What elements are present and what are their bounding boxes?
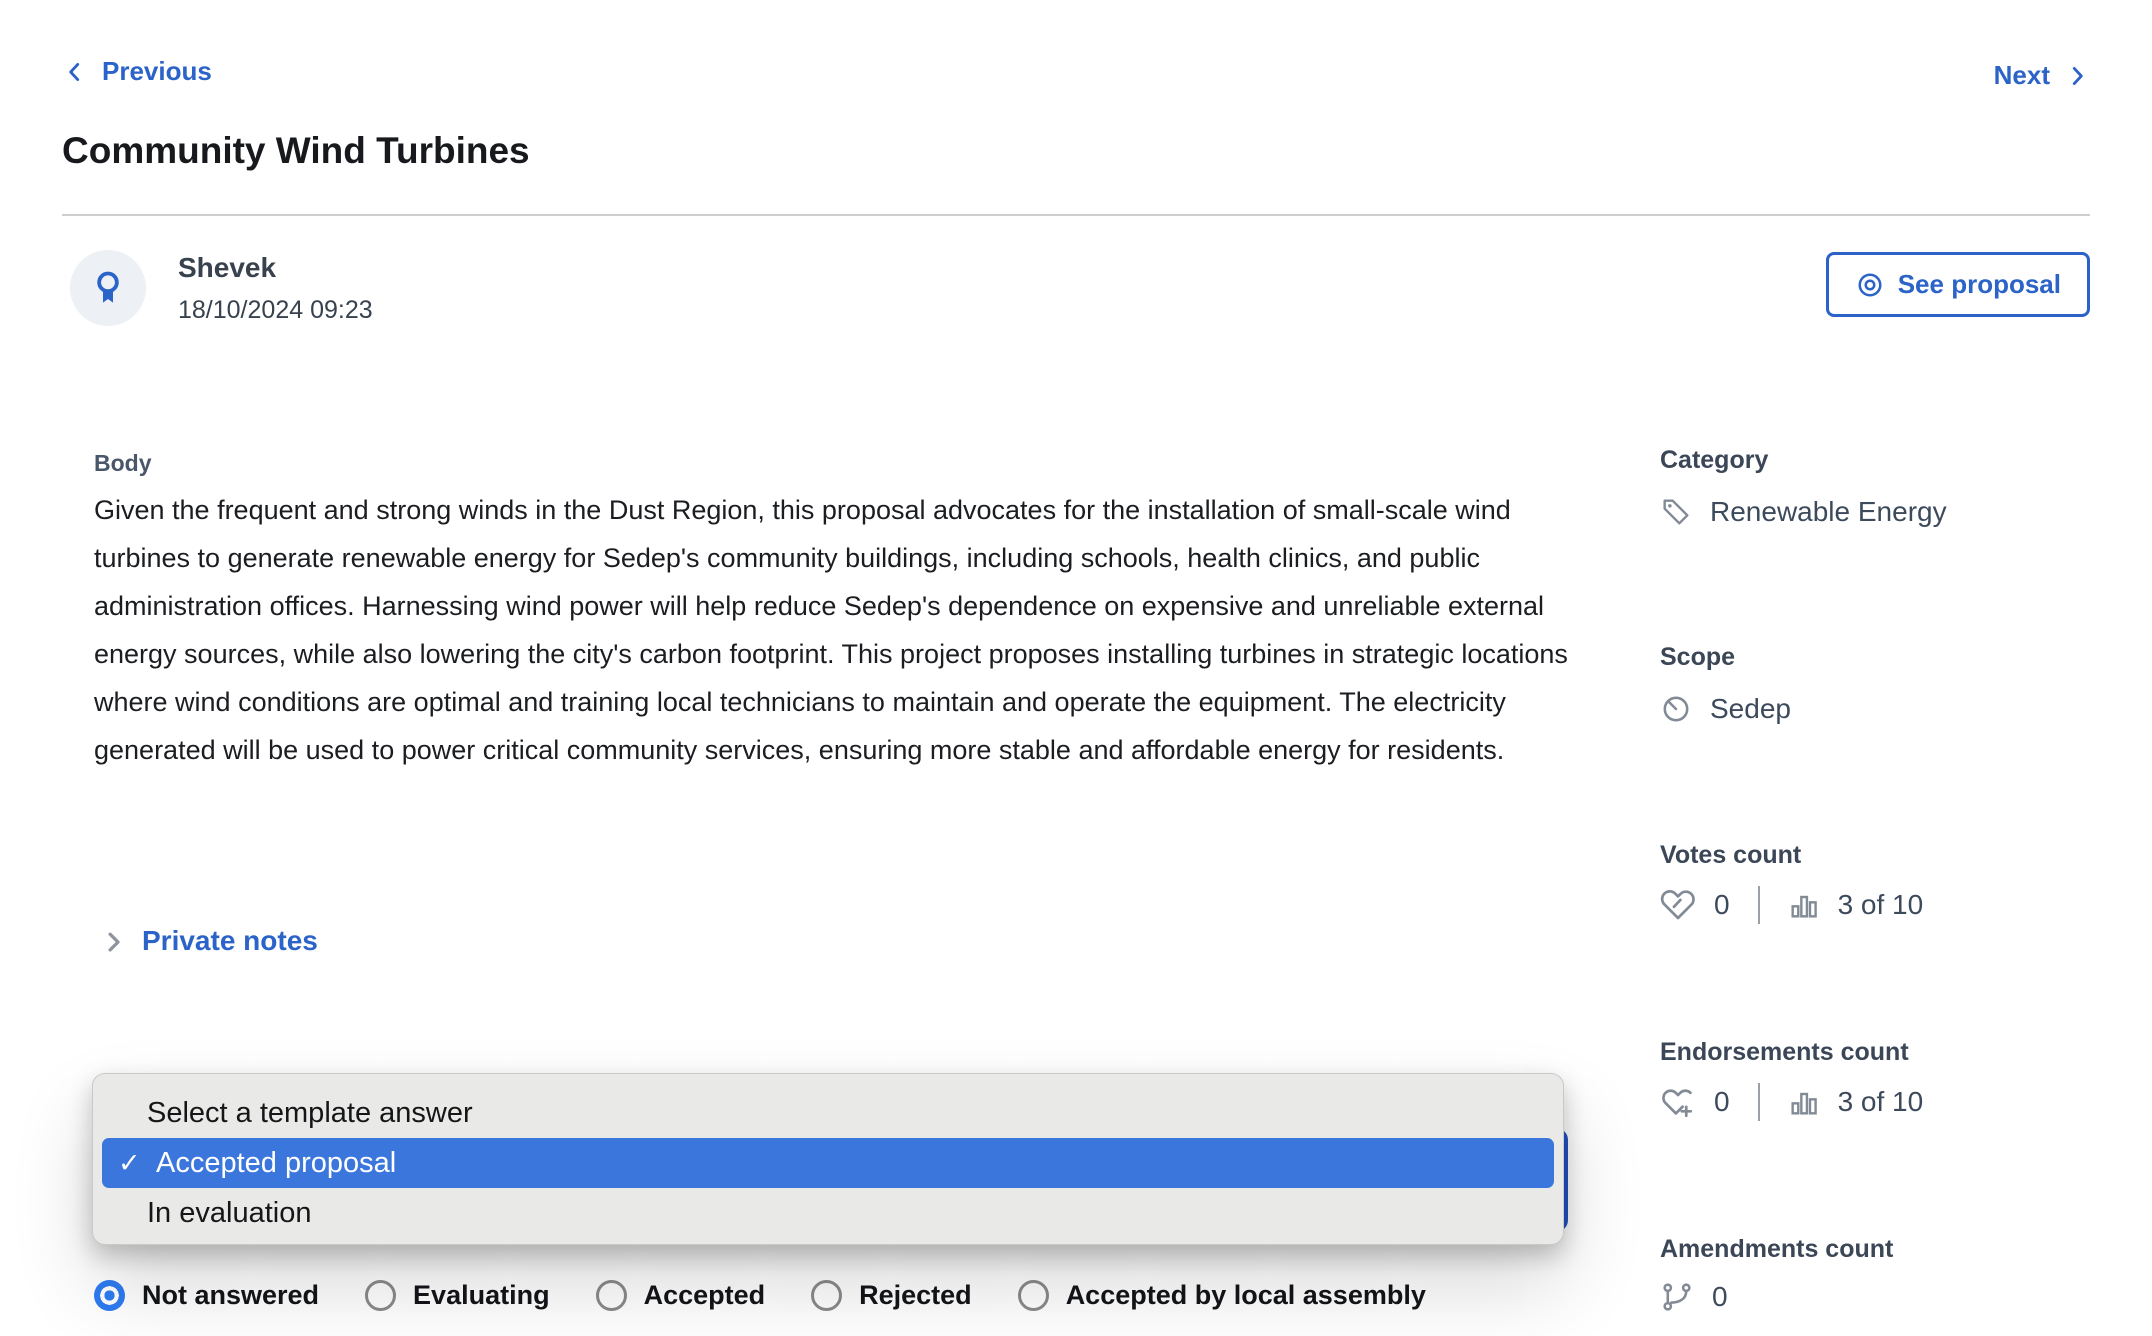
- radio-label: Evaluating: [413, 1280, 550, 1310]
- popup-option-accepted-proposal[interactable]: [102, 1138, 1554, 1188]
- amendments-count-row: [1660, 1280, 1728, 1314]
- radio-button-icon[interactable]: [596, 1280, 627, 1311]
- votes-count-row: [1660, 886, 1923, 924]
- votes-progress: 3 of 10: [1837, 889, 1924, 920]
- bar-chart-icon: [1788, 1086, 1820, 1118]
- previous-link[interactable]: [62, 56, 212, 87]
- template-answer-popup: [92, 1073, 1564, 1245]
- radio-rejected[interactable]: [811, 1280, 972, 1311]
- endorsements-progress: 3 of 10: [1837, 1086, 1924, 1117]
- radio-not-answered[interactable]: [94, 1280, 319, 1311]
- author-timestamp: 18/10/2024 09:23: [178, 296, 373, 324]
- amendments-count-label: Amendments count: [1660, 1235, 1894, 1263]
- radio-button-icon[interactable]: [94, 1280, 125, 1311]
- endorsements-count-value: 0: [1714, 1086, 1730, 1117]
- avatar: [70, 250, 146, 326]
- next-link[interactable]: [1994, 60, 2090, 91]
- radio-evaluating[interactable]: [365, 1280, 550, 1311]
- git-branch-icon: [1660, 1280, 1694, 1314]
- author-name: Shevek: [178, 252, 277, 283]
- votes-count-value: 0: [1714, 889, 1730, 920]
- popup-option-label: In evaluation: [147, 1196, 312, 1229]
- category-value-row: [1660, 496, 1947, 528]
- author-row: [70, 250, 2090, 326]
- page-title: Community Wind Turbines: [62, 130, 530, 171]
- body-label: Body: [94, 450, 152, 476]
- private-notes-label: Private notes: [142, 925, 318, 956]
- chevron-left-icon: [62, 59, 88, 85]
- radio-label: Accepted by local assembly: [1065, 1280, 1426, 1310]
- chevron-right-icon: [100, 928, 127, 955]
- scope-value: Sedep: [1710, 693, 1791, 724]
- category-label: Category: [1660, 446, 1769, 474]
- previous-label: Previous: [102, 56, 212, 86]
- votes-count-label: Votes count: [1660, 841, 1802, 869]
- heart-add-icon: [1660, 1084, 1696, 1120]
- radio-label: Not answered: [142, 1280, 320, 1310]
- radio-accepted[interactable]: [596, 1280, 766, 1311]
- scope-icon: [1660, 693, 1692, 725]
- radio-label: Accepted: [643, 1280, 766, 1310]
- divider: [1758, 1083, 1760, 1121]
- title-divider: [62, 214, 2090, 216]
- bar-chart-icon: [1788, 889, 1820, 921]
- popup-option-label: Accepted proposal: [156, 1146, 397, 1179]
- popup-option-label: Select a template answer: [147, 1096, 473, 1129]
- see-proposal-label: See proposal: [1897, 269, 2061, 299]
- next-label: Next: [1993, 60, 2050, 90]
- eye-icon: [1855, 270, 1885, 300]
- radio-label: Rejected: [859, 1280, 972, 1310]
- radio-button-icon[interactable]: [1018, 1280, 1049, 1311]
- check-icon: ✓: [118, 1147, 141, 1178]
- amendments-count-value: 0: [1712, 1281, 1728, 1312]
- price-tag-icon: [1660, 496, 1692, 528]
- radio-button-icon[interactable]: [811, 1280, 842, 1311]
- answer-status-radio-group: [94, 1280, 1426, 1311]
- endorsements-count-row: [1660, 1083, 1923, 1121]
- heart-icon: [1660, 887, 1696, 923]
- radio-button-icon[interactable]: [365, 1280, 396, 1311]
- see-proposal-button[interactable]: [1826, 252, 2090, 317]
- author-meta: [178, 250, 373, 325]
- popup-option-placeholder[interactable]: [93, 1090, 1563, 1136]
- chevron-right-icon: [2064, 63, 2090, 89]
- private-notes-toggle[interactable]: [100, 925, 318, 957]
- endorsements-count-label: Endorsements count: [1660, 1038, 1909, 1066]
- category-value: Renewable Energy: [1710, 496, 1947, 527]
- proposal-body-text: Given the frequent and strong winds in the Dust Region, this proposal advocates for the installation of small-scale wind turbines to generate renewable energy for Sedep's community buildings, including schools, health clinics, and public administration offices. Harnessing wind power will help reduce Sedep's dependence on expensive and unreliable external energy sources, while also lowering the city's carbon footprint. This project proposes installing turbines in strategic locations where wind conditions are optimal and training local technicians to maintain and operate the equipment. The electricity generated will be used to power critical community services, ensuring more stable and affordable energy for residents.: [94, 495, 1568, 765]
- award-icon: [88, 268, 128, 308]
- scope-label: Scope: [1660, 643, 1736, 671]
- popup-option-in-evaluation[interactable]: [93, 1190, 1563, 1236]
- divider: [1758, 886, 1760, 924]
- scope-value-row: [1660, 693, 1791, 725]
- radio-accepted-by-local-assembly[interactable]: [1018, 1280, 1426, 1311]
